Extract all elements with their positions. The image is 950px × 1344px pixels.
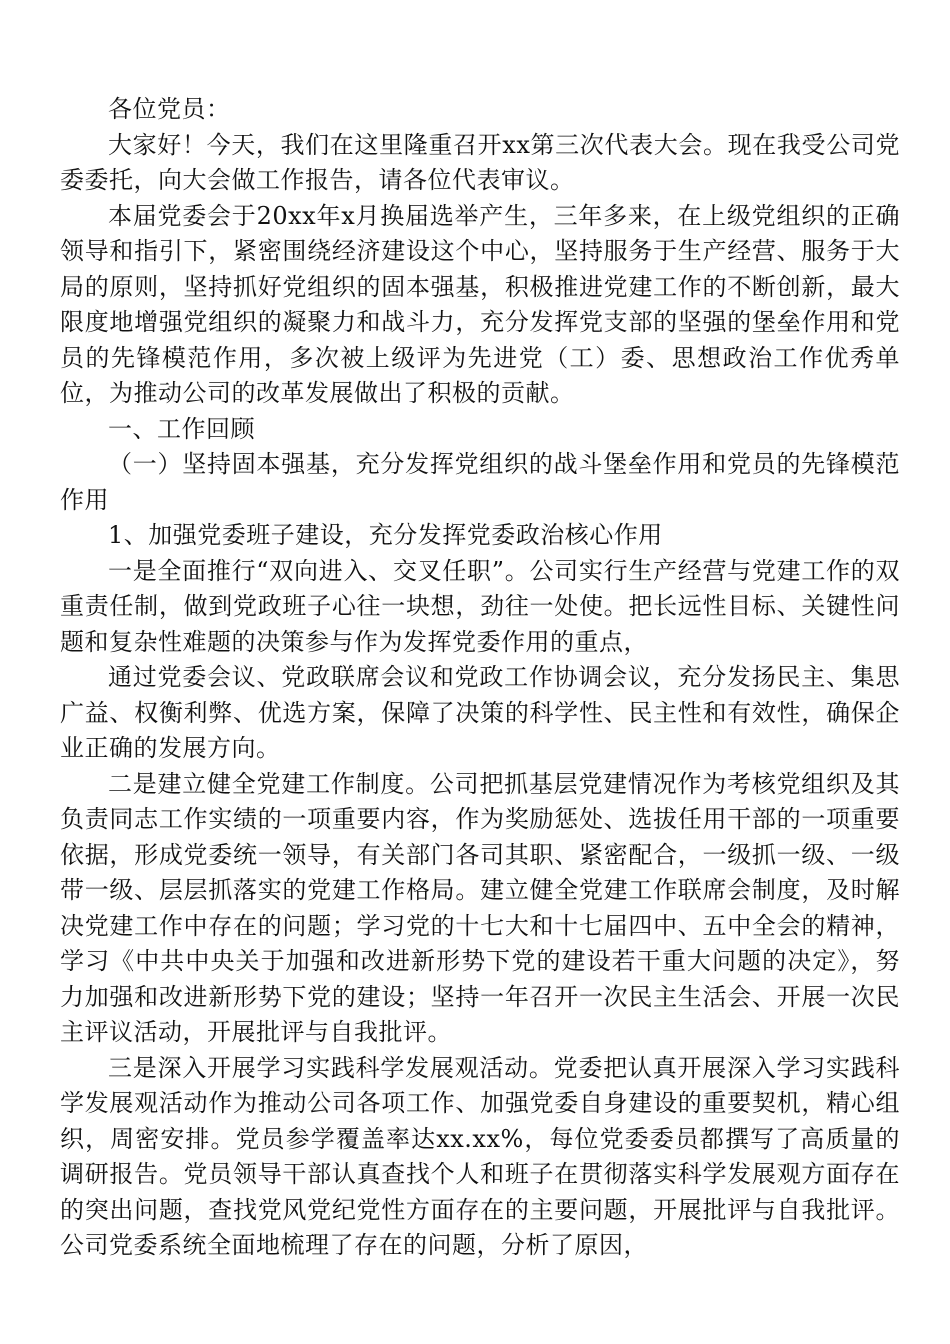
paragraph-point-three: 三是深入开展学习实践科学发展观活动。党委把认真开展深入学习实践科学发展观活动作为推动公司各项工作、加强党委自身建设的重要契机，精心组织，周密安排。党员参学覆盖率达xx.xx%，每位党委委员都撰写了高质量的调研报告。党员领导干部认真查找个人和班子在贯彻落实科学发展观方面存在的突出问题，查找党风党纪党性方面存在的主要问题，开展批评与自我批评。公司党委系统全面地梳理了存在的问题，分析了原因， — [60, 1053, 900, 1259]
paragraph-point-two: 二是建立健全党建工作制度。公司把抓基层党建情况作为考核党组织及其负责同志工作实绩的一项重要内容，作为奖励惩处、选拔任用干部的一项重要依据，形成党委统一领导，有关部门各司其职、紧密配合，一级抓一级、一级带一级、层层抓落实的党建工作格局。建立健全党建工作联席会制度，及时解决党建工作中存在的问题；学习党的十七大和十七届四中、五中全会的精神，学习《中共中央关于加强和改进新形势下党的建设若干重大问题的决定》，努力加强和改进新形势下党的建设；坚持一年召开一次民主生活会、开展一次民主评议活动，开展批评与自我批评。 — [60, 769, 900, 1046]
section-heading-work-review: 一、工作回顾 — [108, 414, 255, 443]
paragraph-decision-meetings: 通过党委会议、党政联席会议和党政工作协调会议，充分发扬民主、集思广益、权衡利弊、优选方案，保障了决策的科学性、民主性和有效性，确保企业正确的发展方向。 — [60, 663, 900, 762]
salutation: 各位党员： — [108, 95, 231, 123]
document-body — [60, 92, 900, 1264]
committee-summary-paragraph: 本届党委会于20xx年x月换届选举产生，三年多来，在上级党组织的正确领导和指引下，紧密围绕经济建设这个中心，坚持服务于生产经营、服务于大局的原则，坚持抓好党组织的固本强基，积极推进党建工作的不断创新，最大限度地增强党组织的凝聚力和战斗力，充分发挥党支部的坚强的堡垒作用和党员的先锋模范作用，多次被上级评为先进党（工）委、思想政治工作优秀单位，为推动公司的改革发展做出了积极的贡献。 — [60, 201, 900, 407]
item-heading-1: 1、加强党委班子建设，充分发挥党委政治核心作用 — [108, 521, 663, 549]
subsection-heading-1: （一）坚持固本强基，充分发挥党组织的战斗堡垒作用和党员的先锋模范作用 — [60, 450, 900, 514]
opening-paragraph: 大家好！今天，我们在这里隆重召开xx第三次代表大会。现在我受公司党委委托，向大会做工作报告，请各位代表审议。 — [60, 130, 900, 194]
paragraph-point-one: 一是全面推行“双向进入、交叉任职”。公司实行生产经营与党建工作的双重责任制，做到党政班子心往一块想，劲往一处使。把长远性目标、关键性问题和复杂性难题的决策参与作为发挥党委作用的重点， — [60, 556, 900, 656]
